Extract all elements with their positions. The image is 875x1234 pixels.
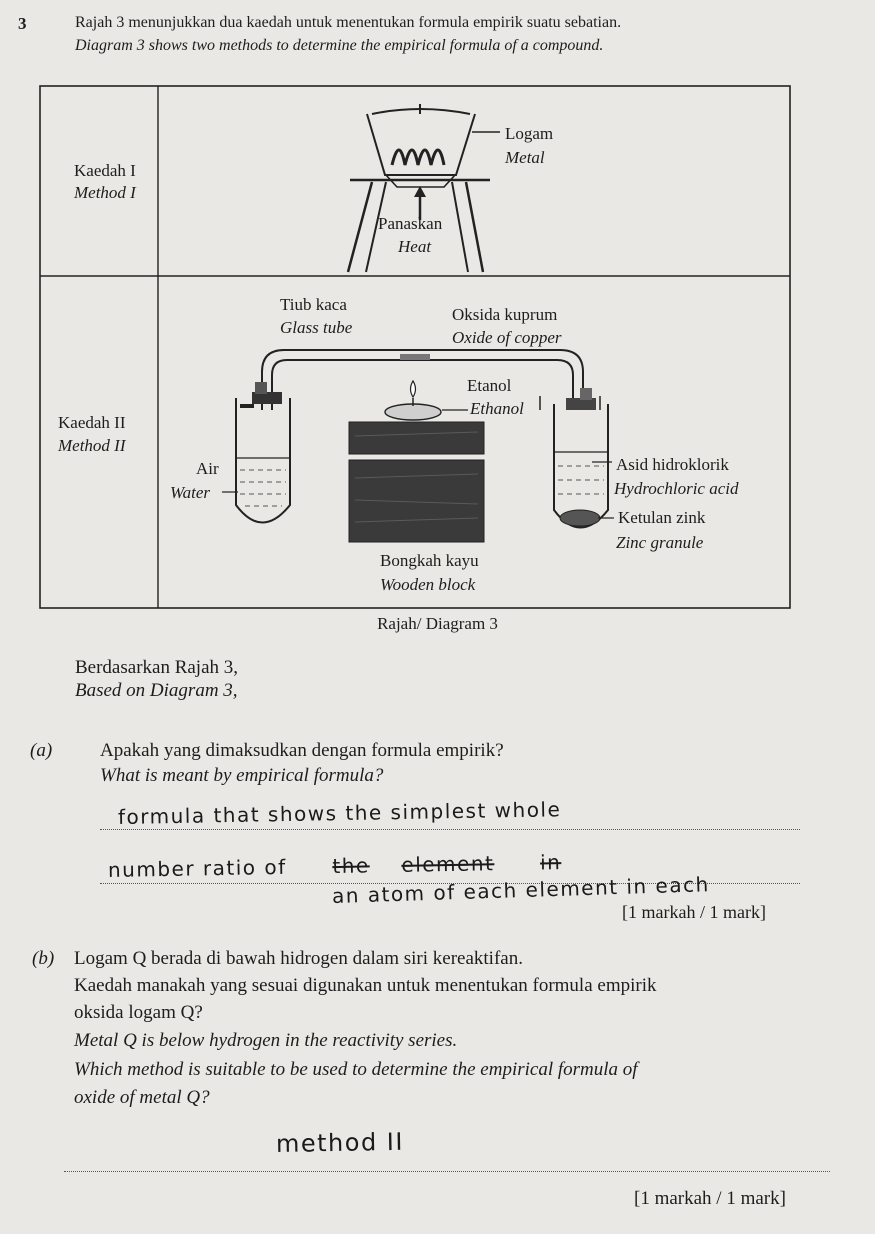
acid-test-tube	[540, 388, 614, 528]
glass-tube	[262, 350, 583, 410]
acid-label-en: Hydrochloric acid	[614, 479, 739, 498]
based-on-english: Based on Diagram 3,	[75, 680, 238, 701]
part-b-answer-line	[64, 1170, 830, 1172]
part-b-handwritten-answer: method II	[275, 1127, 405, 1158]
part-a-mark: [1 markah / 1 mark]	[622, 902, 766, 922]
oxide-label-en: Oxide of copper	[452, 328, 562, 347]
oxide-label-ms: Oksida kuprum	[452, 305, 558, 324]
part-b-question-english-2: Which method is suitable to be used to determine the empirical formula of	[74, 1059, 638, 1080]
method2-label-ms: Kaedah II	[58, 413, 126, 432]
glass-tube-label-en: Glass tube	[280, 318, 353, 337]
part-a-handwritten-answer-1: formula that shows the simplest whole	[117, 797, 562, 829]
question-intro-english: Diagram 3 shows two methods to determine the empirical formula of a compound.	[75, 37, 604, 54]
wood-label-ms: Bongkah kayu	[380, 551, 479, 570]
water-label-en: Water	[170, 483, 210, 502]
heat-label-ms: Panaskan	[378, 214, 443, 233]
part-a-answer-line-1	[100, 828, 800, 830]
ethanol-label-en: Ethanol	[470, 399, 524, 418]
question-number: 3	[18, 14, 27, 33]
part-b-label: (b)	[32, 948, 55, 969]
wood-label-en: Wooden block	[380, 575, 476, 594]
diagram-3	[20, 0, 875, 640]
part-b-question-english-3: oxide of metal Q?	[74, 1087, 210, 1108]
part-b-mark: [1 markah / 1 mark]	[634, 1188, 786, 1209]
method2-label-en: Method II	[58, 436, 126, 455]
part-b-question-malay-3: oksida logam Q?	[74, 1002, 203, 1023]
heat-label-en: Heat	[398, 237, 432, 256]
glass-tube-label-ms: Tiub kaca	[280, 295, 347, 314]
diagram-caption: Rajah/ Diagram 3	[377, 614, 498, 633]
metal-label-ms: Logam	[505, 124, 554, 143]
spirit-lamp	[385, 381, 441, 420]
metal-label-en: Metal	[505, 148, 545, 167]
water-label-ms: Air	[196, 459, 219, 478]
struck-word: in	[539, 850, 562, 875]
part-a-handwritten-answer-3: an atom of each element in each	[331, 872, 711, 908]
based-on-malay: Berdasarkan Rajah 3,	[75, 657, 239, 678]
wooden-block	[349, 422, 484, 542]
answer-text-segment: number ratio of	[107, 854, 287, 882]
method1-label-en: Method I	[74, 183, 136, 202]
struck-word: the	[332, 853, 370, 879]
part-a-question-english: What is meant by empirical formula?	[100, 765, 384, 786]
method1-label-ms: Kaedah I	[74, 161, 136, 180]
water-test-tube	[236, 382, 290, 523]
part-b-question-malay-1: Logam Q berada di bawah hidrogen dalam siri kereaktifan.	[74, 948, 523, 969]
part-a-question-malay: Apakah yang dimaksudkan dengan formula empirik?	[100, 740, 504, 761]
acid-label-ms: Asid hidroklorik	[616, 455, 729, 474]
zinc-label-en: Zinc granule	[616, 533, 704, 552]
zinc-label-ms: Ketulan zink	[618, 508, 706, 527]
struck-word: element	[401, 851, 495, 877]
part-a-handwritten-answer-2	[108, 850, 562, 882]
part-a-label: (a)	[30, 740, 53, 761]
part-b-question-english-1: Metal Q is below hydrogen in the reactivity series.	[74, 1030, 458, 1051]
ethanol-label-ms: Etanol	[467, 376, 512, 395]
part-b-question-malay-2: Kaedah manakah yang sesuai digunakan untuk menentukan formula empirik	[74, 975, 657, 996]
question-intro-malay: Rajah 3 menunjukkan dua kaedah untuk menentukan formula empirik suatu sebatian.	[75, 14, 622, 31]
